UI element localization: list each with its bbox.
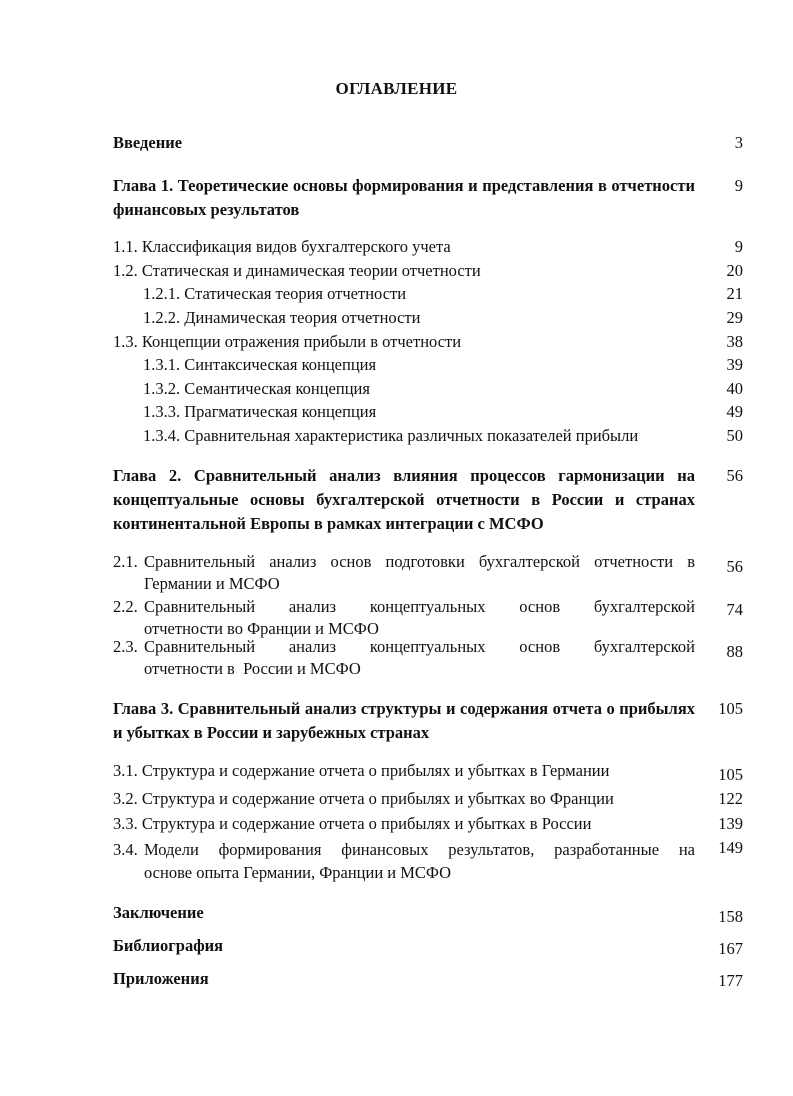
toc-entry-page: 20 xyxy=(726,261,743,280)
toc-chapter-3 xyxy=(113,697,743,745)
toc-section-1-3-1 xyxy=(113,353,743,376)
toc-section-3-3 xyxy=(113,812,743,835)
toc-entry-page: 149 xyxy=(718,838,743,857)
toc-entry-page: 21 xyxy=(726,284,743,303)
toc-entry-page: 105 xyxy=(718,765,743,784)
toc-section-3-1 xyxy=(113,759,743,782)
toc-entry-label: Введение xyxy=(113,133,183,152)
toc-entry-conclusion xyxy=(113,901,743,924)
section-number: 2.3. xyxy=(113,637,138,656)
section-number: 2.1. xyxy=(113,552,138,571)
toc-section-1-3-2 xyxy=(113,377,743,400)
toc-chapter-label: Глава 1. Теоретические основы формирования и представления в отчетности финансовых результатов xyxy=(113,176,695,219)
section-label-line2: основе опыта Германии, Франции и МСФО xyxy=(144,863,452,882)
toc-entry-page: 139 xyxy=(718,814,743,833)
toc-section-1-2-1 xyxy=(113,282,743,305)
toc-section-1-2-2 xyxy=(113,306,743,329)
toc-entry-page: 177 xyxy=(718,971,743,990)
section-number: 1.2. xyxy=(113,261,138,280)
toc-entry-page: 74 xyxy=(726,600,743,619)
section-label: Классификация видов бухгалтерского учета xyxy=(141,237,451,256)
section-label-line1: Модели формирования финансовых результатов, разработанные на xyxy=(144,840,695,859)
toc-entry-page: 49 xyxy=(726,402,743,421)
page-title: ОГЛАВЛЕНИЕ xyxy=(335,79,458,98)
toc-chapter-1 xyxy=(113,174,743,222)
section-label: Динамическая теория отчетности xyxy=(184,308,421,327)
section-number: 1.2.1. xyxy=(143,284,181,303)
section-label-line1: Сравнительный анализ концептуальных основ бухгалтерской xyxy=(144,637,695,656)
toc-section-1-2 xyxy=(113,259,743,282)
toc-entry-page: 40 xyxy=(726,379,743,398)
section-label: Сравнительная характеристика различных показателей прибыли xyxy=(184,426,639,445)
section-label-line1: Сравнительный анализ концептуальных основ бухгалтерской xyxy=(144,597,695,616)
section-label: Структура и содержание отчета о прибылях и убытках в Германии xyxy=(141,761,610,780)
section-number: 1.3.1. xyxy=(143,355,181,374)
toc-entry-label: Приложения xyxy=(113,969,209,988)
section-label-line2: отчетности во Франции и МСФО xyxy=(144,619,379,638)
section-label: Статическая и динамическая теории отчетности xyxy=(141,261,481,280)
section-number: 1.1. xyxy=(113,237,138,256)
section-label: Структура и содержание отчета о прибылях и убытках в России xyxy=(141,814,592,833)
toc-chapter-2 xyxy=(113,464,743,536)
toc-entry-page: 122 xyxy=(718,789,743,808)
section-number: 1.3.4. xyxy=(143,426,181,445)
section-label-line2: отчетности в России и МСФО xyxy=(144,659,361,678)
toc-section-3-4 xyxy=(113,838,743,884)
toc-entry-page: 50 xyxy=(726,426,743,445)
section-label: Статическая теория отчетности xyxy=(184,284,407,303)
toc-section-1-3-4 xyxy=(113,424,743,447)
toc-section-1-3 xyxy=(113,330,743,353)
toc-section-2-3 xyxy=(113,635,743,681)
section-number: 3.1. xyxy=(113,761,138,780)
section-number: 1.3. xyxy=(113,332,138,351)
section-label: Структура и содержание отчета о прибылях и убытках во Франции xyxy=(141,789,614,808)
toc-entry-label: Библиография xyxy=(113,936,224,955)
toc-chapter-label: Глава 3. Сравнительный анализ структуры и содержания отчета о прибылях и убытках в России и зарубежных странах xyxy=(113,699,695,742)
toc-entry-page: 9 xyxy=(734,176,743,195)
section-number: 3.2. xyxy=(113,789,138,808)
toc-section-2-1 xyxy=(113,550,743,596)
section-number: 3.4. xyxy=(113,840,138,859)
toc-entry-intro xyxy=(113,131,743,154)
toc-entry-page: 167 xyxy=(718,939,743,958)
section-number: 1.3.3. xyxy=(143,402,181,421)
section-label: Концепции отражения прибыли в отчетности xyxy=(141,332,462,351)
toc-section-1-3-3 xyxy=(113,400,743,423)
toc-section-1-1 xyxy=(113,235,743,258)
toc-entry-bibliography xyxy=(113,934,743,957)
toc-entry-page: 56 xyxy=(726,557,743,576)
section-label: Прагматическая концепция xyxy=(184,402,377,421)
toc-entry-label: Заключение xyxy=(113,903,204,922)
section-number: 1.3.2. xyxy=(143,379,181,398)
toc-entry-page: 158 xyxy=(718,907,743,926)
section-number: 1.2.2. xyxy=(143,308,181,327)
section-label-line1: Сравнительный анализ основ подготовки бухгалтерской отчетности в xyxy=(144,552,695,571)
section-label-line2: Германии и МСФО xyxy=(144,574,280,593)
toc-entry-page: 56 xyxy=(726,466,743,485)
toc-entry-page: 38 xyxy=(726,332,743,351)
toc-entry-page: 88 xyxy=(726,642,743,661)
section-number: 3.3. xyxy=(113,814,138,833)
toc-section-3-2 xyxy=(113,787,743,810)
toc-entry-page: 29 xyxy=(726,308,743,327)
toc-chapter-label: Глава 2. Сравнительный анализ влияния процессов гармонизации на концептуальные основы бухгалтерской отчетности в России и странах континентальной Европы в рамках интеграции с МСФО xyxy=(113,466,695,533)
toc-entry-page: 9 xyxy=(734,237,743,256)
section-label: Семантическая концепция xyxy=(184,379,370,398)
section-number: 2.2. xyxy=(113,597,138,616)
toc-entry-appendices xyxy=(113,967,743,990)
toc-entry-page: 3 xyxy=(734,133,743,152)
section-label: Синтаксическая концепция xyxy=(184,355,377,374)
toc-entry-page: 105 xyxy=(718,699,743,718)
toc-entry-page: 39 xyxy=(726,355,743,374)
